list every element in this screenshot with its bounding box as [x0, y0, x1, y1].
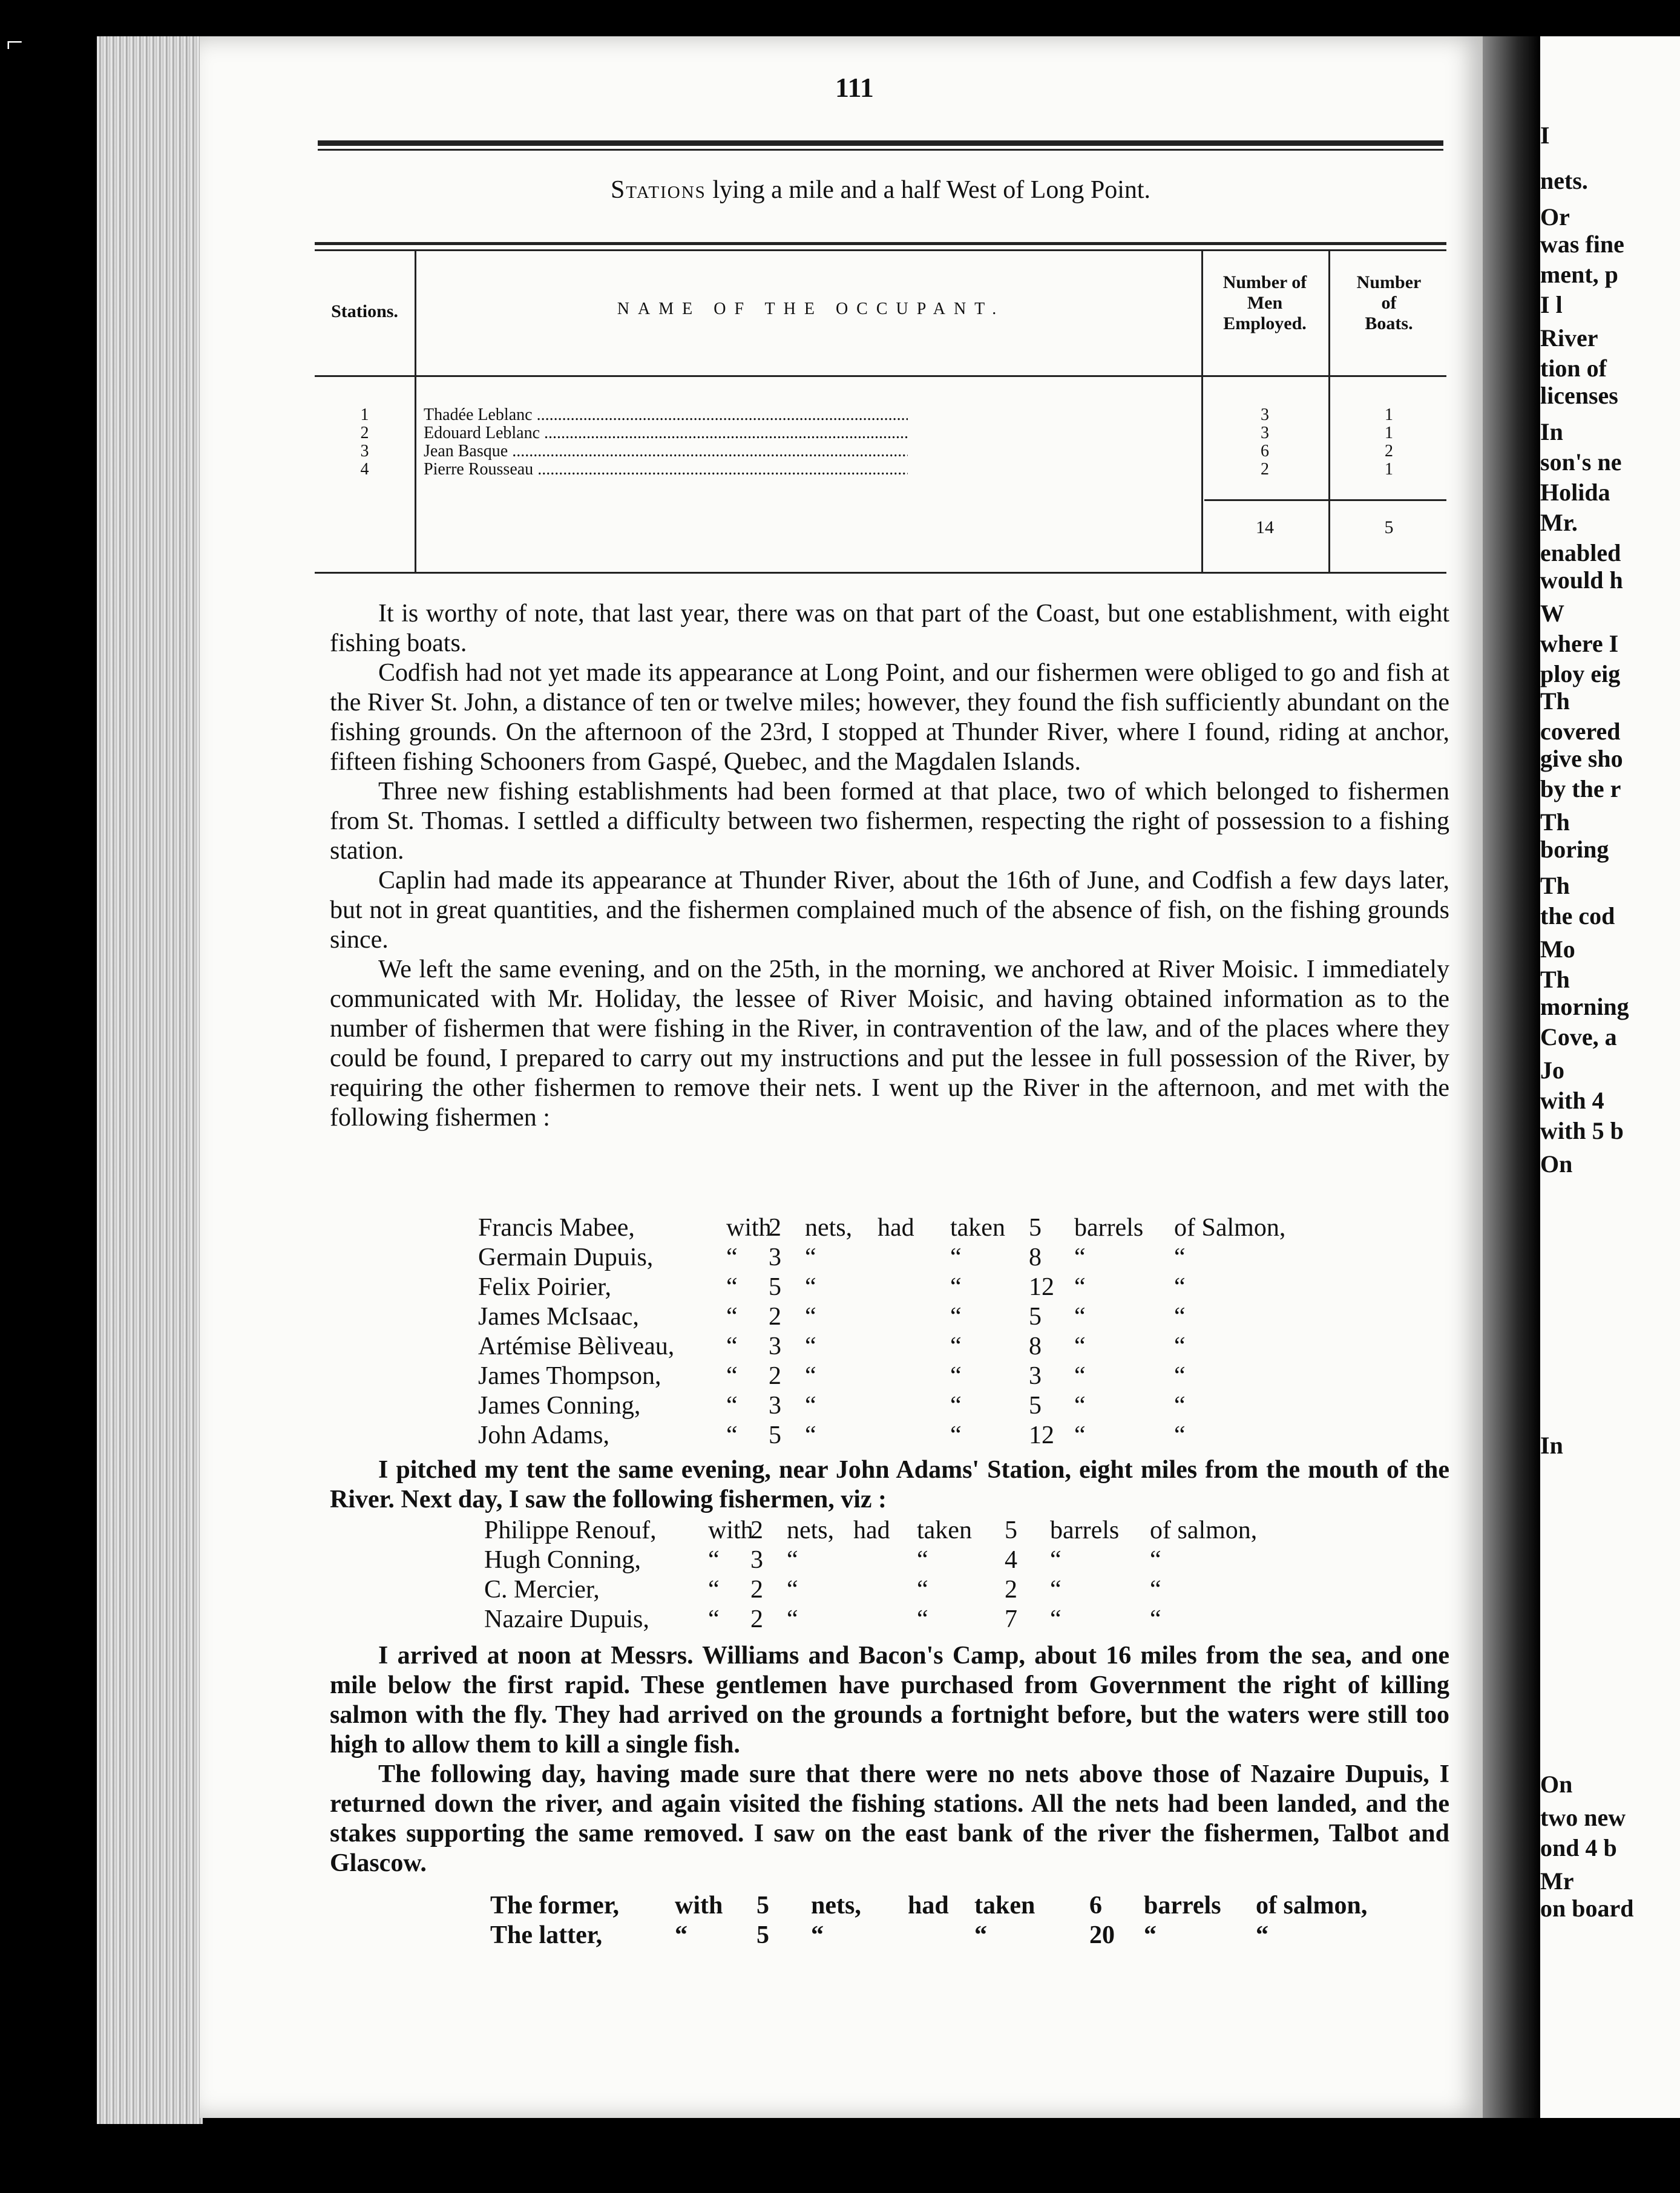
barrels-word: “	[1074, 1244, 1086, 1271]
taken-word: “	[950, 1392, 962, 1420]
nets-count: 2	[750, 1605, 763, 1633]
with-word: “	[726, 1392, 738, 1420]
men-employed: 6	[1261, 442, 1269, 461]
men-employed: 3	[1261, 405, 1269, 424]
taken-word: taken	[917, 1516, 972, 1544]
with-word: “	[726, 1273, 738, 1301]
stations-table	[315, 242, 1446, 578]
right-page-text-fragment: enabled	[1540, 539, 1621, 566]
fisherman-name: Francis Mabee,	[478, 1214, 635, 1242]
nets-word: “	[805, 1362, 816, 1390]
occupant-name	[424, 424, 908, 443]
right-page-text-fragment: I	[1540, 122, 1550, 149]
barrels-word: barrels	[1074, 1214, 1144, 1242]
barrels-word: “	[1074, 1273, 1086, 1301]
nets-count: 3	[769, 1333, 781, 1360]
table-top-rule-2	[315, 249, 1446, 251]
nets-count: 5	[769, 1273, 781, 1301]
taken-word: “	[950, 1362, 962, 1390]
header-rule	[318, 140, 1443, 146]
table-row	[315, 405, 1446, 424]
of-salmon: “	[1256, 1921, 1268, 1949]
barrels-count: 8	[1029, 1333, 1042, 1360]
right-page-text-fragment: covered	[1540, 718, 1621, 745]
table-row	[315, 442, 1446, 460]
table-row	[315, 460, 1446, 478]
page-number: 111	[835, 72, 874, 103]
nets-count: 2	[769, 1303, 781, 1331]
right-page-text-fragment: ment, p	[1540, 261, 1618, 288]
nets-count: 3	[750, 1546, 763, 1574]
of-salmon: “	[1174, 1303, 1186, 1331]
taken-word: “	[917, 1576, 928, 1604]
barrels-count: 7	[1005, 1605, 1017, 1633]
header-boats-line-2: of	[1381, 293, 1397, 313]
taken-word: “	[950, 1333, 962, 1360]
with-word: with	[675, 1892, 723, 1919]
table-header-rule	[315, 375, 1446, 377]
occupant-name-text: Jean Basque	[424, 442, 508, 461]
header-boats-line-3: Boats.	[1365, 313, 1413, 333]
right-page-text-fragment: River	[1540, 324, 1598, 352]
barrels-word: “	[1074, 1421, 1086, 1449]
right-page-text-fragment: nets.	[1540, 167, 1588, 194]
right-page-text-fragment: Or	[1540, 203, 1570, 231]
right-page-text-fragment: Mr	[1540, 1867, 1574, 1895]
fisherman-name: Hugh Conning,	[484, 1546, 641, 1574]
nets-count: 3	[769, 1392, 781, 1420]
scan-corner-mark: ⌐	[6, 25, 24, 59]
station-number: 4	[360, 460, 369, 479]
caption-stations: Stations	[610, 176, 706, 204]
right-page-text-fragment: ploy eig	[1540, 660, 1621, 687]
table-bottom-rule	[315, 572, 1446, 574]
right-page-text-fragment: W	[1540, 600, 1564, 627]
of-salmon: of salmon,	[1150, 1516, 1258, 1544]
fisherman-group: The former,	[490, 1892, 620, 1919]
nets-count: 5	[769, 1421, 781, 1449]
fisherman-name: James Conning,	[478, 1392, 641, 1420]
boats-count: 1	[1385, 424, 1393, 442]
of-salmon: “	[1174, 1362, 1186, 1390]
had-word: had	[853, 1516, 890, 1544]
header-occupant: NAME OF THE OCCUPANT.	[617, 300, 1005, 318]
occupant-name-text: Pierre Rousseau	[424, 460, 534, 479]
right-page-text-fragment: give sho	[1540, 745, 1623, 772]
taken-word: “	[950, 1273, 962, 1301]
right-page-text-fragment: boring	[1540, 836, 1609, 863]
with-word: “	[708, 1605, 720, 1633]
had-word: had	[878, 1214, 914, 1242]
occupant-name	[424, 460, 908, 479]
caption-rest: lying a mile and a half West of Long Point.	[712, 176, 1151, 204]
taken-word: “	[950, 1244, 962, 1271]
barrels-word: “	[1074, 1362, 1086, 1390]
station-number: 1	[360, 405, 369, 424]
barrels-count: 20	[1089, 1921, 1115, 1949]
right-page-text-fragment: Jo	[1540, 1057, 1564, 1084]
fisherman-name: Felix Poirier,	[478, 1273, 611, 1301]
right-page-text-fragment: Th	[1540, 687, 1570, 715]
right-page-text-fragment: In	[1540, 418, 1563, 445]
fisherman-name: James Thompson,	[478, 1362, 661, 1390]
barrels-word: “	[1144, 1921, 1157, 1949]
occupant-name-text: Edouard Leblanc	[424, 424, 540, 442]
nets-count: 2	[750, 1576, 763, 1604]
body-text-3	[330, 1641, 1449, 1878]
paragraph: Codfish had not yet made its appearance at Long Point, and our fishermen were obliged to go and fish at the River St. John, a distance of ten or twelve miles; however, they found the fish sufficiently abundant on the fishing grounds. On the afternoon of the 23rd, I stopped at Thunder River, where I found, riding at anchor, fifteen fishing Schooners from Gaspé, Quebec, and the Magdalen Islands.	[330, 659, 1449, 776]
right-page-text-fragment: I l	[1540, 291, 1563, 318]
right-page-text-fragment: Cove, a	[1540, 1023, 1617, 1051]
nets-word: “	[805, 1392, 816, 1420]
table-row	[315, 424, 1446, 442]
with-word: with	[726, 1214, 772, 1242]
fisherman-name: Artémise Bèliveau,	[478, 1333, 675, 1360]
barrels-count: 12	[1029, 1421, 1054, 1449]
nets-count: 2	[769, 1214, 781, 1242]
right-page-text-fragment: tion of	[1540, 355, 1607, 382]
body-text-2	[330, 1455, 1449, 1515]
nets-word: nets,	[811, 1892, 861, 1919]
men-employed: 3	[1261, 424, 1269, 442]
right-page-text-fragment: two new	[1540, 1804, 1626, 1831]
barrels-word: barrels	[1144, 1892, 1221, 1919]
right-page-text-fragment: by the r	[1540, 775, 1621, 802]
paragraph: It is worthy of note, that last year, there was on that part of the Coast, but one establishment, with eight fishing boats.	[330, 600, 1449, 657]
header-men-line-2: Men	[1247, 293, 1283, 313]
of-salmon: “	[1174, 1392, 1186, 1420]
right-page-text-fragment: was fine	[1540, 231, 1624, 258]
nets-count: 3	[769, 1244, 781, 1271]
of-salmon: “	[1174, 1333, 1186, 1360]
nets-word: “	[805, 1303, 816, 1331]
station-number: 3	[360, 442, 369, 461]
with-word: “	[708, 1546, 720, 1574]
of-salmon: “	[1174, 1244, 1186, 1271]
header-men	[1204, 272, 1325, 334]
barrels-word: “	[1050, 1576, 1061, 1604]
taken-word: taken	[950, 1214, 1005, 1242]
occupant-name	[424, 405, 908, 425]
fisherman-name: Germain Dupuis,	[478, 1244, 654, 1271]
right-page-text-fragment: Th	[1540, 872, 1570, 899]
boats-count: 1	[1385, 460, 1393, 479]
barrels-word: “	[1074, 1333, 1086, 1360]
right-page-fragment	[1540, 36, 1680, 2118]
occupant-name-text: Thadée Leblanc	[424, 405, 533, 424]
of-salmon: “	[1174, 1273, 1186, 1301]
with-word: “	[726, 1244, 738, 1271]
body-text-1	[330, 599, 1449, 1133]
book-page-edges	[97, 36, 203, 2124]
nets-word: nets,	[805, 1214, 853, 1242]
paragraph: Caplin had made its appearance at Thunder River, about the 16th of June, and Codfish a few days later, but not in great quantities, and the fishermen complained much of the absence of fish, on the fishing grounds since.	[330, 867, 1449, 954]
right-page-text-fragment: Mo	[1540, 936, 1575, 963]
nets-word: “	[787, 1576, 798, 1604]
paragraph: Three new fishing establishments had been formed at that place, two of which belonged to fishermen from St. Thomas. I settled a difficulty between two fishermen, respecting the right of possession to a fishing station.	[330, 778, 1449, 865]
right-page-text-fragment: ond 4 b	[1540, 1834, 1617, 1861]
right-page-text-fragment: with 5 b	[1540, 1117, 1624, 1144]
with-word: “	[726, 1421, 738, 1449]
taken-word: “	[917, 1605, 928, 1633]
nets-word: “	[805, 1273, 816, 1301]
barrels-count: 12	[1029, 1273, 1054, 1301]
of-salmon: “	[1150, 1546, 1161, 1574]
taken-word: “	[950, 1303, 962, 1331]
with-word: “	[708, 1576, 720, 1604]
right-page-text-fragment: with 4	[1540, 1087, 1604, 1114]
paragraph: We left the same evening, and on the 25th, in the morning, we anchored at River Moisic. I immediately communicated with Mr. Holiday, the lessee of River Moisic, and having obtained information as to the number of fishermen that were fishing in the River, in contravention of the law, and of the places where they could be found, I prepared to carry out my instructions and put the lessee in full possession of the River, by requiring the other fishermen to remove their nets. I went up the River in the afternoon, and met with the following fishermen :	[330, 956, 1449, 1132]
table-caption	[318, 175, 1443, 205]
header-rule-thin	[318, 149, 1443, 151]
fisherman-name: Philippe Renouf,	[484, 1516, 657, 1544]
paragraph: The following day, having made sure that there were no nets above those of Nazaire Dupuis, I returned down the river, and again visited the fishing stations. All the nets had been landed, and the stakes supporting the same removed. I saw on the east bank of the river the fishermen, Talbot and Glascow.	[330, 1760, 1449, 1877]
nets-word: “	[787, 1605, 798, 1633]
taken-word: “	[974, 1921, 987, 1949]
right-page-text-fragment: Th	[1540, 808, 1570, 836]
barrels-count: 6	[1089, 1892, 1102, 1919]
header-stations: Stations.	[331, 301, 398, 321]
nets-count: 2	[769, 1362, 781, 1390]
fisherman-name: James McIsaac,	[478, 1303, 639, 1331]
header-boats	[1331, 272, 1446, 334]
barrels-count: 5	[1029, 1303, 1042, 1331]
table-total-rule	[1204, 499, 1446, 501]
with-word: “	[726, 1303, 738, 1331]
right-page-text-fragment: On	[1540, 1150, 1573, 1178]
boats-count: 2	[1385, 442, 1393, 461]
men-employed: 2	[1261, 460, 1269, 479]
of-salmon: of Salmon,	[1174, 1214, 1286, 1242]
fisherman-group: The latter,	[490, 1921, 603, 1949]
barrels-count: 3	[1029, 1362, 1042, 1390]
barrels-count: 5	[1005, 1516, 1017, 1544]
table-top-rule	[315, 242, 1446, 245]
nets-count: 5	[756, 1921, 769, 1949]
right-page-text-fragment: In	[1540, 1432, 1563, 1459]
nets-word: “	[805, 1421, 816, 1449]
right-page-text-fragment: Th	[1540, 966, 1570, 993]
book-gutter	[1483, 36, 1540, 2118]
right-page-text-fragment: on board	[1540, 1895, 1634, 1922]
header-men-line-1: Number of	[1222, 272, 1307, 292]
right-page-text-fragment: Mr.	[1540, 509, 1578, 536]
with-word: “	[726, 1333, 738, 1360]
right-page-text-fragment: licenses	[1540, 382, 1618, 409]
barrels-word: “	[1074, 1303, 1086, 1331]
taken-word: “	[917, 1546, 928, 1574]
occupant-name	[424, 442, 908, 461]
barrels-count: 8	[1029, 1244, 1042, 1271]
of-salmon: of salmon,	[1256, 1892, 1368, 1919]
nets-word: nets,	[787, 1516, 835, 1544]
header-men-line-3: Employed.	[1223, 313, 1307, 333]
nets-word: “	[805, 1333, 816, 1360]
of-salmon: “	[1150, 1576, 1161, 1604]
header-boats-line-1: Number	[1356, 272, 1422, 292]
taken-word: “	[950, 1421, 962, 1449]
nets-count: 2	[750, 1516, 763, 1544]
with-word: with	[708, 1516, 753, 1544]
total-boats: 5	[1384, 517, 1394, 537]
paragraph: I pitched my tent the same evening, near John Adams' Station, eight miles from the mouth of the River. Next day, I saw the following fishermen, viz :	[330, 1456, 1449, 1513]
of-salmon: “	[1174, 1421, 1186, 1449]
right-page-text-fragment: morning	[1540, 993, 1629, 1020]
barrels-count: 2	[1005, 1576, 1017, 1604]
barrels-word: “	[1050, 1546, 1061, 1574]
had-word: had	[908, 1892, 949, 1919]
barrels-count: 5	[1029, 1392, 1042, 1420]
right-page-text-fragment: where I	[1540, 630, 1619, 657]
right-page-text-fragment: Holida	[1540, 479, 1610, 506]
station-number: 2	[360, 424, 369, 442]
nets-word: “	[811, 1921, 824, 1949]
nets-word: “	[787, 1546, 798, 1574]
right-page-text-fragment: son's ne	[1540, 448, 1622, 476]
barrels-count: 4	[1005, 1546, 1017, 1574]
with-word: “	[726, 1362, 738, 1390]
fisherman-name: John Adams,	[478, 1421, 610, 1449]
boats-count: 1	[1385, 405, 1393, 424]
barrels-word: “	[1050, 1605, 1061, 1633]
right-page-text-fragment: would h	[1540, 566, 1623, 594]
total-men: 14	[1256, 517, 1274, 537]
barrels-count: 5	[1029, 1214, 1042, 1242]
barrels-word: barrels	[1050, 1516, 1120, 1544]
fisherman-name: Nazaire Dupuis,	[484, 1605, 649, 1633]
right-page-text-fragment: On	[1540, 1771, 1573, 1798]
nets-word: “	[805, 1244, 816, 1271]
barrels-word: “	[1074, 1392, 1086, 1420]
of-salmon: “	[1150, 1605, 1161, 1633]
taken-word: taken	[974, 1892, 1035, 1919]
nets-count: 5	[756, 1892, 769, 1919]
fisherman-name: C. Mercier,	[484, 1576, 600, 1604]
with-word: “	[675, 1921, 687, 1949]
paragraph: I arrived at noon at Messrs. Williams and Bacon's Camp, about 16 miles from the sea, and one mile below the first rapid. These gentlemen have purchased from Government the right of killing salmon with the fly. They had arrived on the grounds a fortnight before, but the waters were still too high to allow them to kill a single fish.	[330, 1642, 1449, 1759]
right-page-text-fragment: the cod	[1540, 902, 1615, 929]
